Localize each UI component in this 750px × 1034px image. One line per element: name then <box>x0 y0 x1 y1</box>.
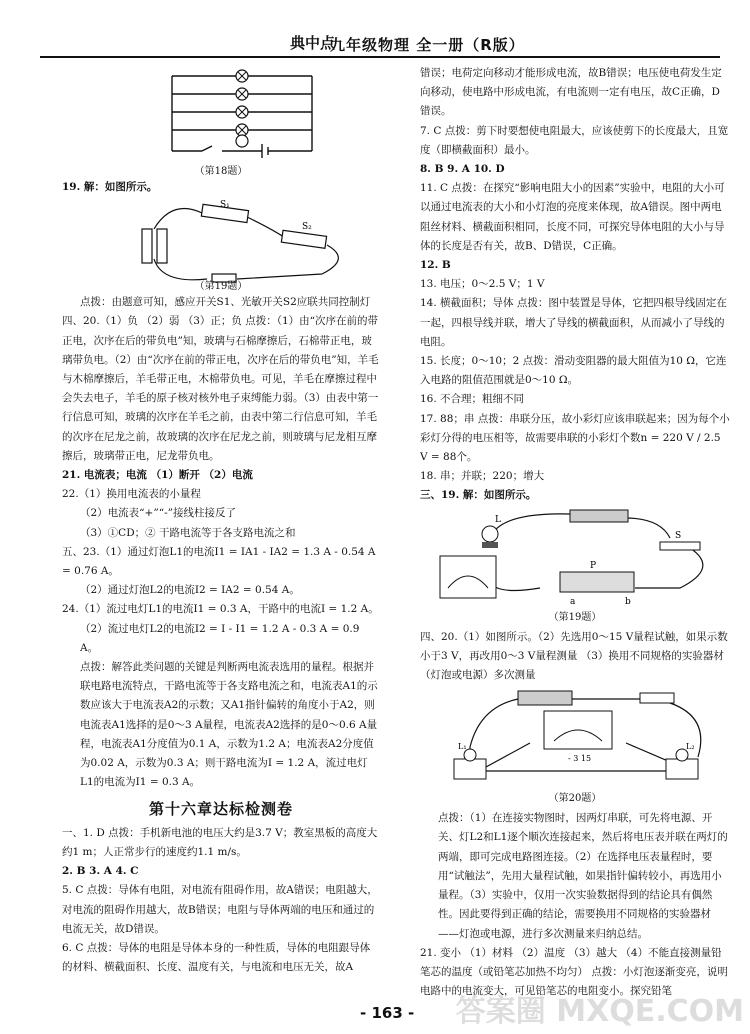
figure-19-right-apparatus <box>420 508 730 612</box>
q22-part3: （3）①CD；② 干路电流等于各支路电流之和 <box>80 526 296 539</box>
label-b: b <box>625 596 631 607</box>
q24-hint: 点拨：解答此类问题的关键是判断两电流表选用的量程。根据并联电路电流特点，干路电流等于各支路电流之和，电流表A1的示数应该大于电流表A2的示数；又A1指针偏转的角度小于A2，则电流表A1选择的是0～3 A量程，电流表A2选择的是0～0.6 A量程，电流表A1分度值为0.1 A，示数为1.2 A；电流表A2分度值为0.02 A，示数为0.3 A；则干路电流为I = 1.2 A，流过电灯L1的电流为I1 = 0.3 A。 <box>80 661 378 789</box>
label-S: S <box>675 530 682 541</box>
test-q17: 17. 88；串 点拨：串联分压，故小彩灯应该串联起来；因为每个小彩灯分得的电压相等，故需要串联的小彩灯个数n = 220 V / 2.5 V = 88个。 <box>420 412 730 464</box>
q22-part2: （2）电流表“+”“-”接线柱接反了 <box>80 507 236 520</box>
test-q5: 5. C 点拨：导体有电阻，对电流有阻碍作用，故A错误；电阻越大，对电流的阻碍作用越大，故B错误；电阻与导体两端的电压和通过的电流无关，故D错误。 <box>62 884 378 935</box>
test-q6: 6. C 点拨：导体的电阻是导体本身的一种性质，导体的电阻跟导体的材料、横截面积、长度、温度有关，与电流和电压无关，故A <box>62 941 371 974</box>
figure-18 <box>62 66 380 176</box>
q23-part2: （2）通过灯泡L2的电流I2 = IA2 = 0.54 A。 <box>80 584 300 597</box>
test-q7: 7. C 点拨：剪下时要想使电阻最大，应该使剪下的长度最大，且宽度（即横截面积）最小。 <box>420 124 729 156</box>
q23-part1: 五、23.（1）通过灯泡L1的电流I1 = IA1 - IA2 = 1.3 A - 0.54 A = 0.76 A。 <box>62 545 376 578</box>
label-P: P <box>590 560 597 571</box>
chapter-16-test-heading: 第十六章达标检测卷 <box>148 800 293 819</box>
q24-part1: 24.（1）流过电灯L1的电流I1 = 0.3 A，干路中的电流I = 1.2 A。 <box>62 603 379 616</box>
header-rule <box>40 56 720 58</box>
figure-19-left <box>62 199 380 291</box>
figure-18-circuit <box>62 66 380 176</box>
right-column <box>420 64 730 1001</box>
test-q19: 三、19. 解：如图所示。 <box>420 489 537 502</box>
test-q18: 18. 串；并联；220；增大 <box>420 470 545 483</box>
test-q20-hint: 点拨：（1）在连接实物图时，因两灯串联，可先将电源、开关、灯L2和L1逐个顺次连接起来，然后将电压表并联在两灯的两端，即可完成电路图连接。（2）在选择电压表量程时，要用“试触法”，先用大量程试触，如果指针偏转较小，再选用小量程。（3）实验中，仅用一次实验数据得到的结论具有偶然性。因此要得到正确的结论，需要换用不同规格的实验器材——灯泡或电源，进行多次测量来归纳总结。 <box>438 812 728 940</box>
figure-19-right-caption: （第19题） <box>548 611 602 623</box>
label-L1: L₁ <box>458 742 467 752</box>
figure-19-left-caption: （第19题） <box>194 281 248 293</box>
s2-label: S₂ <box>302 222 312 233</box>
brand-logo: 典中点 <box>290 34 336 52</box>
test-q8-10: 8. B 9. A 10. D <box>420 163 505 176</box>
test-q21: 21. 变小 （1）材料 （2）温度 （3）越大 （4）不能直接测量铅笔芯的温度（或铅笔芯加热不均匀） 点拨：小灯泡逐渐变亮，说明电路中的电流变大，可见铅笔芯的电阻变小。探究铅笔 <box>420 946 728 998</box>
test-q14: 14. 横截面积；导体 点拨：图中装置是导体，它把四根导线固定在一起，四根导线并联，增大了导线的横截面积，从而减小了导线的电阻。 <box>420 297 727 348</box>
figure-19-right <box>420 508 730 626</box>
figure-20 <box>420 687 730 807</box>
label-a: a <box>570 596 576 607</box>
page-header <box>0 0 750 54</box>
test-q12: 12. B <box>420 259 451 272</box>
label-L2: L₂ <box>686 742 695 752</box>
figure-20-apparatus <box>420 687 730 791</box>
figure-20-caption: （第20题） <box>548 793 602 805</box>
q21-answer: 21. 电流表；电流 （1）断开 （2）电流 <box>62 469 253 482</box>
page-title: 九年级物理 全一册（R版） <box>330 36 525 54</box>
left-column <box>62 64 380 977</box>
page-number: - 163 - <box>360 1004 415 1022</box>
test-q20: 四、20.（1）如图所示。（2）先选用0～15 V量程试触，如果示数小于3 V，再改用0～3 V量程测量 （3）换用不同规格的实验器材（灯泡或电源）多次测量 <box>420 630 728 682</box>
q19-answer: 19. 解：如图所示。 <box>62 181 158 193</box>
q24-part2: （2）流过电灯L2的电流I2 = I - I1 = 1.2 A - 0.3 A = 0.9 A。 <box>80 622 360 654</box>
figure-18-caption: （第18题） <box>194 166 248 177</box>
test-q11: 11. C 点拨：在探究“影响电阻大小的因素”实验中，电阻的大小可以通过电流表的大小和小灯泡的亮度来体现，故A错误。图中两电阻丝材料、横截面积相同，长度不同，可探究导体电阻的大小与导体的长度是否有关，故B、D错误，C正确。 <box>420 182 725 252</box>
test-q2-4: 2. B 3. A 4. C <box>62 865 139 878</box>
q19-hint: 点拨：由题意可知，感应开关S1、光敏开关S2应联共同控制灯 <box>80 296 371 309</box>
test-q15: 15. 长度；0～10；2 点拨：滑动变阻器的最大阻值为10 Ω，它连入电路的阻值范围就是0～10 Ω。 <box>420 355 727 387</box>
q22-part1: 22.（1）换用电流表的小量程 <box>62 488 201 501</box>
test-q16: 16. 不合理；粗细不同 <box>420 393 525 406</box>
s1-label: S₁ <box>220 200 230 211</box>
watermark: 答案圈 MXQE.COM <box>455 994 744 1029</box>
test-q13: 13. 电压；0～2.5 V；1 V <box>420 278 545 291</box>
label-L: L <box>495 514 501 525</box>
label-3-15: - 3 15 <box>568 754 592 764</box>
q20-answer: 四、20.（1）负 （2）弱 （3）正；负 点拨：（1）由“次序在前的带正电，次序在后的带负电”知，玻璃与石棉摩擦后，石棉带正电，玻璃带负电。（2）由“次序在前的带正电，次序在后的带负电”知，羊毛与木棉摩擦后，羊毛带正电，木棉带负电。可见，羊毛在摩擦过程中会失去电子，羊毛的原子核对核外电子束缚能力弱。（3）由表中第一行信息可知，玻璃的次序在羊毛之前，由表中第二行信息可知，羊毛的次序在尼龙之前，故玻璃的次序在尼龙之前，则玻璃与尼龙相互摩擦后，玻璃带正电，尼龙带负电。 <box>62 315 379 462</box>
test-q6-cont: 错误；电荷定向移动才能形成电流，故B错误；电压使电荷发生定向移动，使电路中形成电流，有电流则一定有电压，故C正确，D错误。 <box>420 67 722 118</box>
test-q1: 一、1. D 点拨：手机新电池的电压大约是3.7 V；教室黑板的高度大约1 m；人正常步行的速度约1.1 m/s。 <box>62 826 378 858</box>
